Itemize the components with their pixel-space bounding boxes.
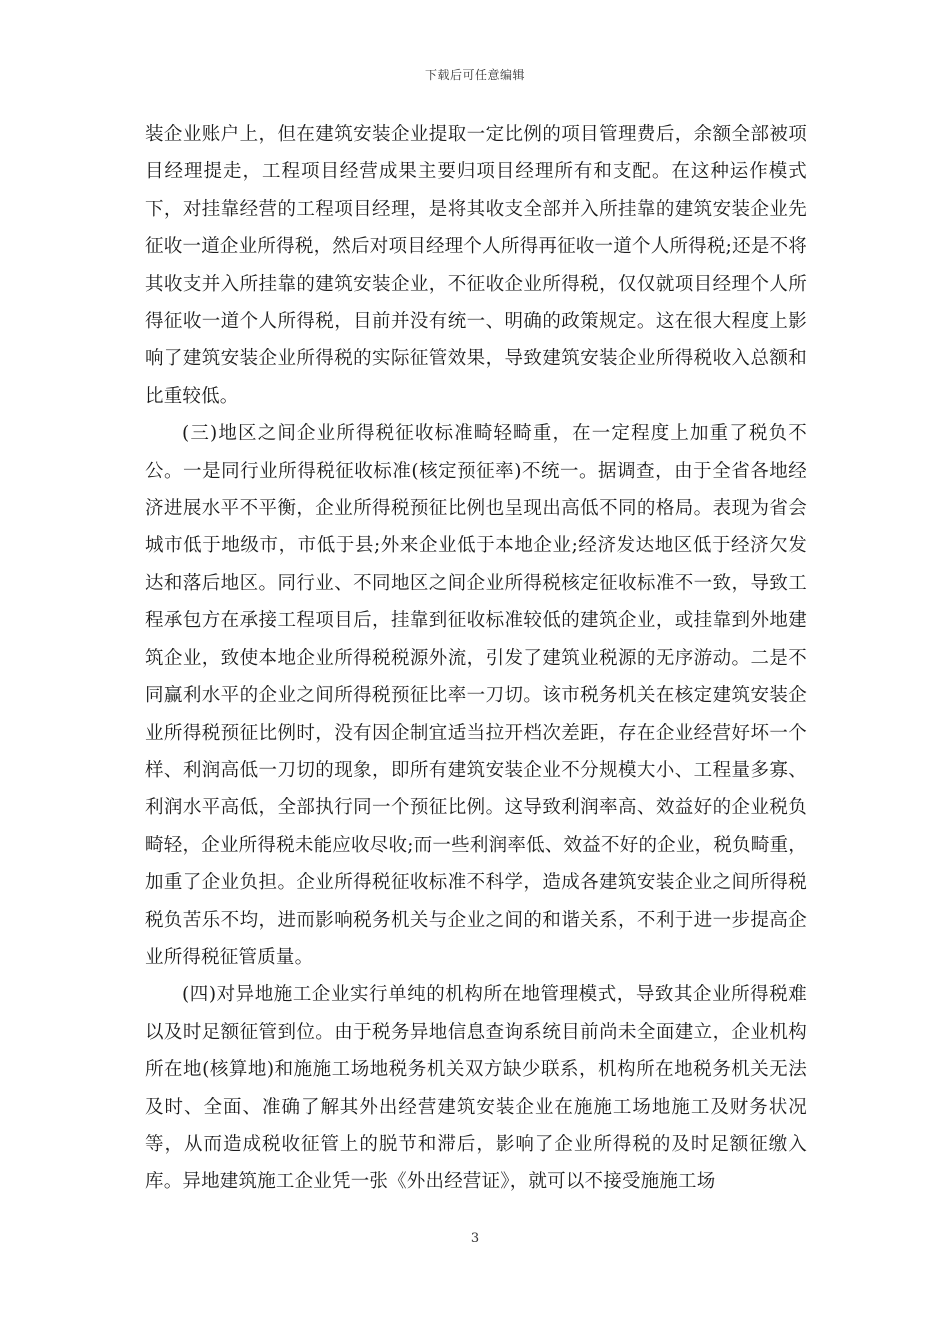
document-body: [145, 116, 807, 1201]
page-number: 3: [470, 1231, 480, 1246]
paragraph-section-three: (三)地区之间企业所得税征收标准畸轻畸重，在一定程度上加重了税负不公。一是同行业所得税征收标准(核定预征率)不统一。据调查，由于全省各地经济进展水平不平衡，企业所得税预征比例也呈现出高低不同的格局。表现为省会城市低于地级市，市低于县;外来企业低于本地企业;经济发达地区低于经济欠发达和落后地区。同行业、不同地区之间企业所得税核定征收标准不一致，导致工程承包方在承接工程项目后，挂靠到征收标准较低的建筑企业，或挂靠到外地建筑企业，致使本地企业所得税税源外流，引发了建筑业税源的无序游动。二是不同赢利水平的企业之间所得税预征比率一刀切。该市税务机关在核定建筑安装企业所得税预征比例时，没有因企制宜适当拉开档次差距，存在企业经营好坏一个样、利润高低一刀切的现象，即所有建筑安装企业不分规模大小、工程量多寡、利润水平高低，全部执行同一个预征比例。这导致利润率高、效益好的企业税负畸轻，企业所得税未能应收尽收;而一些利润率低、效益不好的企业，税负畸重，加重了企业负担。企业所得税征收标准不科学，造成各建筑安装企业之间所得税税负苦乐不均，进而影响税务机关与企业之间的和谐关系，不利于进一步提高企业所得税征管质量。: [145, 423, 807, 968]
paragraph-section-four: (四)对异地施工企业实行单纯的机构所在地管理模式，导致其企业所得税难以及时足额征管到位。由于税务异地信息查询系统目前尚未全面建立，企业机构所在地(核算地)和施施工场地税务机关双方缺少联系，机构所在地税务机关无法及时、全面、准确了解其外出经营建筑安装企业在施施工场地施工及财务状况等，从而造成税收征管上的脱节和滞后，影响了企业所得税的及时足额征缴入库。异地建筑施工企业凭一张《外出经营证》，就可以不接受施施工场: [145, 984, 807, 1193]
paragraph-continuation: 装企业账户上，但在建筑安装企业提取一定比例的项目管理费后，余额全部被项目经理提走，工程项目经营成果主要归项目经理所有和支配。在这种运作模式下，对挂靠经营的工程项目经理，是将其收支全部并入所挂靠的建筑安装企业先征收一道企业所得税，然后对项目经理个人所得再征收一道个人所得税;还是不将其收支并入所挂靠的建筑安装企业，不征收企业所得税，仅仅就项目经理个人所得征收一道个人所得税，目前并没有统一、明确的政策规定。这在很大程度上影响了建筑安装企业所得税的实际征管效果，导致建筑安装企业所得税收入总额和比重较低。: [145, 124, 807, 407]
page-header: 下载后可任意编辑: [424, 68, 525, 82]
